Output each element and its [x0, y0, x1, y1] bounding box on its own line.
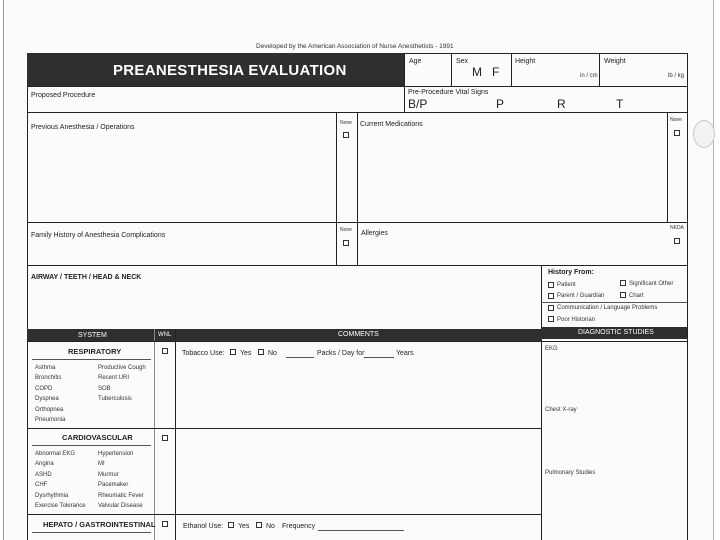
- comments-header: COMMENTS: [338, 331, 379, 338]
- list-item: ASHD: [35, 471, 52, 478]
- hepato-wnl-checkbox[interactable]: [162, 521, 168, 527]
- respiratory-list-2: [98, 363, 146, 405]
- list-item: Dysrhythmia: [35, 492, 69, 499]
- years-blank[interactable]: [364, 357, 394, 358]
- tobacco-no-checkbox[interactable]: [258, 349, 264, 355]
- divider: [32, 359, 151, 360]
- divider: [27, 514, 541, 515]
- none-label: None: [340, 227, 352, 233]
- binder-clip: [693, 120, 715, 148]
- age-label: Age: [409, 58, 422, 65]
- none-checkbox[interactable]: [674, 130, 680, 136]
- divider: [32, 532, 151, 533]
- divider: [541, 302, 687, 303]
- communication-checkbox[interactable]: [548, 305, 554, 311]
- height-label: Height: [515, 58, 536, 65]
- list-item: Productive Cough: [98, 365, 146, 371]
- list-item: Hypertension: [98, 451, 134, 457]
- list-item: Angina: [35, 461, 54, 468]
- divider: [451, 53, 452, 86]
- divider: [154, 329, 155, 540]
- divider: [667, 112, 668, 222]
- ethanol-label: Ethanol Use:: [183, 523, 224, 530]
- list-item: Tuberculosis: [98, 396, 132, 403]
- frequency-label: Frequency: [282, 523, 316, 530]
- tobacco-yes-label: Yes: [240, 350, 252, 357]
- tobacco-no-label: No: [268, 350, 277, 357]
- divider: [27, 341, 687, 342]
- respiratory-wnl-checkbox[interactable]: [162, 348, 168, 354]
- ethanol-yes-label: Yes: [238, 523, 250, 530]
- poor-historian-label: Poor Historian: [557, 317, 596, 323]
- resp-label: R: [557, 97, 566, 111]
- divider: [27, 86, 687, 87]
- weight-label: Weight: [604, 58, 626, 65]
- packs-label: Packs / Day for: [317, 350, 365, 357]
- pulse-label: P: [496, 97, 505, 111]
- divider: [404, 53, 405, 86]
- history-from-title: History From:: [548, 269, 594, 276]
- respiratory-title: RESPIRATORY: [68, 347, 122, 356]
- divider: [27, 265, 687, 266]
- list-item: Murmur: [98, 471, 119, 478]
- none-checkbox[interactable]: [343, 132, 349, 138]
- ethanol-no-label: No: [266, 523, 275, 530]
- cardiovascular-list-1: [35, 449, 86, 511]
- list-item: Exercise Tolerance: [35, 503, 86, 510]
- list-item: Orthopnea: [35, 406, 64, 413]
- family-history-label: Family History of Anesthesia Complications: [31, 232, 166, 239]
- list-item: CHF: [35, 482, 48, 489]
- tobacco-yes-checkbox[interactable]: [230, 349, 236, 355]
- patient-label: Patient: [557, 282, 576, 288]
- ekg-label: EKG: [545, 346, 558, 352]
- weight-units: lb / kg: [668, 73, 685, 79]
- communication-label: Communication / Language Problems: [557, 305, 658, 311]
- bp-label: B/P: [408, 97, 428, 111]
- cardiovascular-list-2: [98, 449, 144, 511]
- previous-anesthesia-label: Previous Anesthesia / Operations: [31, 124, 135, 131]
- cardiovascular-wnl-checkbox[interactable]: [162, 435, 168, 441]
- divider: [175, 329, 176, 540]
- list-item: Dyspnea: [35, 396, 59, 403]
- divider: [27, 428, 541, 429]
- list-item: Asthma: [35, 365, 56, 371]
- poor-historian-checkbox[interactable]: [548, 316, 554, 322]
- nkda-checkbox[interactable]: [674, 238, 680, 244]
- list-item: MI: [98, 461, 105, 468]
- list-item: Rheumatic Fever: [98, 492, 144, 499]
- chart-label: Chart: [629, 293, 644, 299]
- wnl-header: WNL: [158, 332, 172, 338]
- system-header: SYSTEM: [78, 332, 107, 339]
- frequency-blank[interactable]: [318, 530, 404, 531]
- divider: [357, 112, 358, 265]
- vital-signs-label: Pre-Procedure Vital Signs: [408, 89, 489, 96]
- divider: [541, 265, 542, 540]
- list-item: Valvular Disease: [98, 503, 143, 510]
- nkda-label: NKDA: [670, 225, 684, 231]
- significant-other-checkbox[interactable]: [620, 280, 626, 286]
- height-units: in / cm: [580, 73, 598, 79]
- diagnostic-header: DIAGNOSTIC STUDIES: [578, 329, 654, 336]
- chest-xray-label: Chest X-ray: [545, 407, 577, 413]
- airway-title: AIRWAY / TEETH / HEAD & NECK: [31, 274, 142, 281]
- cardiovascular-title: CARDIOVASCULAR: [62, 433, 133, 442]
- chart-checkbox[interactable]: [620, 292, 626, 298]
- parent-guardian-checkbox[interactable]: [548, 293, 554, 299]
- respiratory-list-1: [35, 363, 65, 425]
- none-checkbox[interactable]: [343, 240, 349, 246]
- tobacco-label: Tobacco Use:: [182, 350, 225, 357]
- ethanol-no-checkbox[interactable]: [256, 522, 262, 528]
- ethanol-yes-checkbox[interactable]: [228, 522, 234, 528]
- proposed-procedure-label: Proposed Procedure: [31, 92, 96, 99]
- divider: [511, 53, 512, 86]
- form-title: PREANESTHESIA EVALUATION: [113, 62, 347, 79]
- parent-guardian-label: Parent / Guardian: [557, 293, 605, 299]
- divider: [404, 86, 405, 112]
- none-label: None: [340, 120, 352, 126]
- divider: [336, 112, 337, 265]
- list-item: COPD: [35, 385, 53, 392]
- significant-other-label: Significant Other: [629, 281, 674, 287]
- none-label: None: [670, 117, 682, 123]
- hepato-title: HEPATO / GASTROINTESTINAL: [43, 520, 156, 529]
- divider: [599, 53, 600, 86]
- list-item: Pacemaker: [98, 482, 129, 489]
- list-item: Pneumonia: [35, 417, 66, 424]
- list-item: Abnormal EKG: [35, 451, 76, 457]
- sex-label: Sex: [456, 58, 469, 65]
- divider: [27, 222, 687, 223]
- temp-label: T: [616, 97, 624, 111]
- current-medications-label: Current Medications: [360, 121, 423, 128]
- list-item: Bronchitis: [35, 375, 62, 382]
- patient-checkbox[interactable]: [548, 282, 554, 288]
- list-item: Recent URI: [98, 375, 130, 382]
- sex-m[interactable]: M: [472, 65, 482, 79]
- pulmonary-studies-label: Pulmonary Studies: [545, 470, 596, 476]
- form-right-border: [687, 53, 688, 540]
- packs-blank[interactable]: [286, 357, 314, 358]
- allergies-label: Allergies: [361, 230, 388, 237]
- sex-f[interactable]: F: [492, 65, 500, 79]
- divider: [32, 445, 151, 446]
- list-item: SOB: [98, 385, 111, 392]
- developed-by-text: Developed by the American Association of Nurse Anesthetists - 1991: [256, 43, 454, 50]
- years-label: Years: [396, 350, 414, 357]
- form-left-border: [27, 53, 28, 540]
